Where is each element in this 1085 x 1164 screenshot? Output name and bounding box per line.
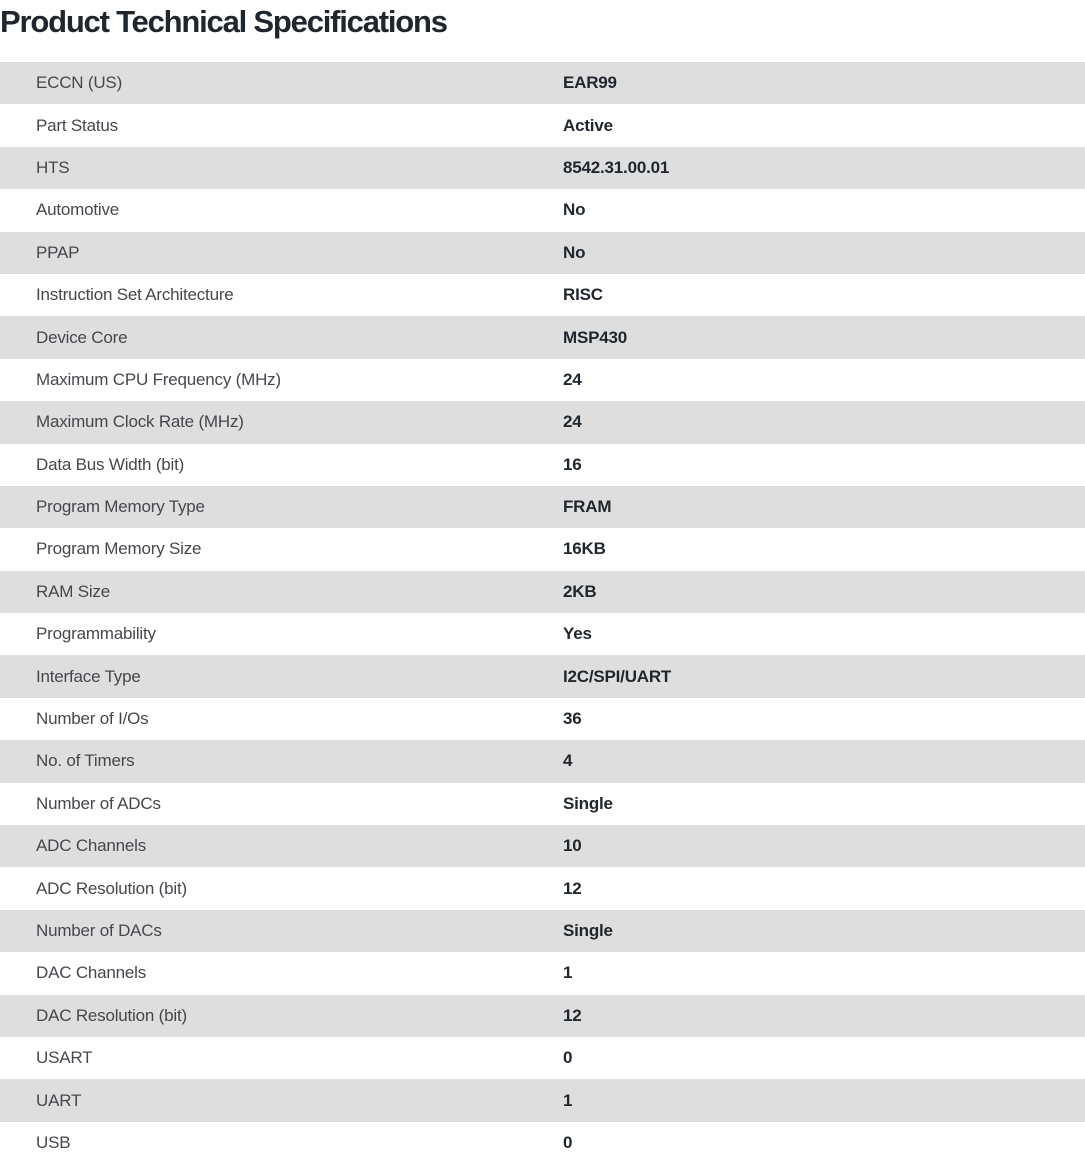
spec-table-row [0, 528, 1085, 570]
spec-label: Program Memory Type [36, 497, 205, 517]
spec-label: ECCN (US) [36, 73, 123, 93]
spec-value: Single [563, 921, 613, 940]
spec-value: 36 [563, 709, 582, 729]
spec-value: FRAM [563, 497, 612, 517]
spec-table-row [0, 232, 1085, 274]
spec-label: RAM Size [36, 581, 110, 601]
spec-label: Maximum CPU Frequency (MHz) [36, 369, 281, 389]
spec-value: Yes [563, 624, 592, 644]
spec-table-row [0, 359, 1085, 401]
spec-table-row [0, 825, 1085, 867]
spec-value: 12 [563, 1005, 582, 1025]
spec-value: 4 [563, 751, 573, 771]
spec-label: Device Core [36, 327, 128, 347]
spec-table-row [0, 1079, 1085, 1121]
spec-table-row [0, 1122, 1085, 1164]
spec-table-row [0, 698, 1085, 740]
spec-label: DAC Resolution (bit) [36, 1005, 187, 1025]
spec-table-row [0, 401, 1085, 443]
spec-label: Automotive [36, 200, 120, 220]
spec-table-row [0, 783, 1085, 825]
spec-label: USART [36, 1048, 93, 1068]
spec-table-row [0, 486, 1085, 528]
spec-value: I2C/SPI/UART [563, 666, 672, 686]
spec-value: 1 [563, 1090, 573, 1110]
spec-value: No [563, 242, 586, 262]
spec-table-row [0, 740, 1085, 782]
spec-value: RISC [563, 285, 603, 305]
spec-label: Number of I/Os [36, 709, 149, 729]
spec-label: Interface Type [36, 666, 141, 686]
spec-label: USB [36, 1132, 71, 1152]
spec-value: 16 [563, 454, 582, 474]
spec-label: DAC Channels [36, 963, 147, 983]
spec-table-row [0, 867, 1085, 909]
spec-value: Active [563, 115, 613, 135]
spec-value: 0 [563, 1132, 573, 1152]
spec-label: Program Memory Size [36, 539, 202, 559]
spec-table-row [0, 613, 1085, 655]
spec-label: Part Status [36, 115, 118, 135]
spec-value: 24 [563, 412, 582, 432]
spec-label: UART [36, 1090, 82, 1110]
spec-value: 1 [563, 963, 573, 983]
spec-value: 24 [563, 369, 582, 389]
spec-label: Number of ADCs [36, 793, 161, 813]
spec-table [0, 62, 1085, 1164]
page-title: Product Technical Specifications [0, 4, 447, 39]
spec-label: Data Bus Width (bit) [36, 454, 185, 474]
spec-label: Programmability [36, 624, 156, 644]
spec-table-row [0, 104, 1085, 146]
spec-value: EAR99 [563, 73, 617, 93]
spec-table-row [0, 62, 1085, 104]
spec-table-row [0, 274, 1085, 316]
spec-value: MSP430 [563, 327, 628, 347]
spec-label: Instruction Set Architecture [36, 285, 234, 305]
spec-value: No [563, 200, 586, 220]
spec-table-row [0, 189, 1085, 231]
spec-label: Number of DACs [36, 921, 162, 940]
spec-table-row [0, 910, 1085, 952]
spec-value: 0 [563, 1048, 573, 1068]
spec-table-row [0, 444, 1085, 486]
spec-label: Maximum Clock Rate (MHz) [36, 412, 244, 432]
spec-label: PPAP [36, 242, 80, 262]
spec-value: Single [563, 793, 613, 813]
spec-label: ADC Resolution (bit) [36, 878, 187, 898]
spec-value: 2KB [563, 581, 597, 601]
spec-value: 10 [563, 836, 582, 856]
spec-label: HTS [36, 157, 70, 177]
spec-table-row [0, 952, 1085, 994]
spec-label: ADC Channels [36, 836, 147, 856]
spec-table-row [0, 147, 1085, 189]
spec-label: No. of Timers [36, 751, 135, 771]
spec-table-row [0, 571, 1085, 613]
spec-value: 12 [563, 878, 582, 898]
spec-value: 8542.31.00.01 [563, 157, 670, 177]
spec-table-row [0, 1037, 1085, 1079]
spec-value: 16KB [563, 539, 606, 559]
spec-table-row [0, 655, 1085, 697]
spec-table-row [0, 316, 1085, 358]
spec-table-row [0, 995, 1085, 1037]
